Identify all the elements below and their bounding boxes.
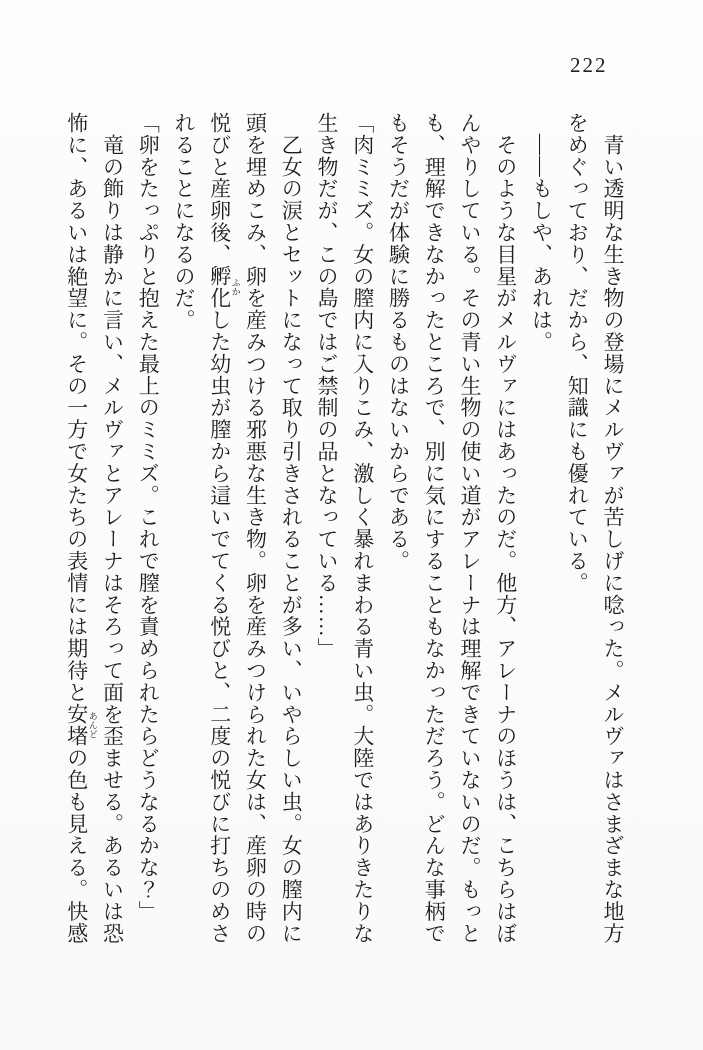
paragraph: 「肉ミミズ。女の膣内に入りこみ、激しく暴れまわる青い虫。大陸ではありきたりな生き物だが、この島ではご禁制の品となっている……」 (315, 112, 375, 945)
paragraph: 竜の飾りは静かに言い、メルヴァとアレーナはそろって面を歪ませる。あるいは恐怖に、あるいは絶望に。その一方で女たちの表情には期待と安堵 あんどの色も見える。快感 (64, 112, 125, 945)
paragraph: そのような目星がメルヴァにはあったのだ。他方、アレーナのほうは、こちらはぼんやりしている。その青い生物の使い道がアレーナは理解できていないのだ。もっとも、理解できなかったところで、別に気にすることもなかっただろう。どんな事柄でもそうだが体験に勝るものはないからである。 (386, 112, 518, 945)
page-number: 222 (570, 53, 608, 77)
ruby-annotation: 孵化 ふか (207, 265, 241, 310)
paragraph: ――もしや、あれは。 (529, 112, 554, 353)
paragraph: 青い透明な生き物の登場にメルヴァが苦しげに唸った。メルヴァはさまざまな地方をめぐっており、だから、知識にも優れている。 (565, 112, 625, 945)
page-text (58, 112, 630, 946)
paragraph: 「卵をたっぷりと抱えた最上のミミズ。これで膣を責められたらどうなるかな？」 (136, 112, 161, 923)
ruby-annotation: 安堵 あんど (64, 703, 98, 748)
paragraph: 乙女の涙とセットになって取り引きされることが多い、いやらしい虫。女の膣内に頭を埋めこみ、卵を産みつける邪悪な生き物。卵を産みつけられた女は、産卵の時の悦びと産卵後、孵化 ふかした幼虫が膣から這いでてくる悦びと、二度の悦びに打ちのめされることになるのだ。 (172, 112, 304, 945)
